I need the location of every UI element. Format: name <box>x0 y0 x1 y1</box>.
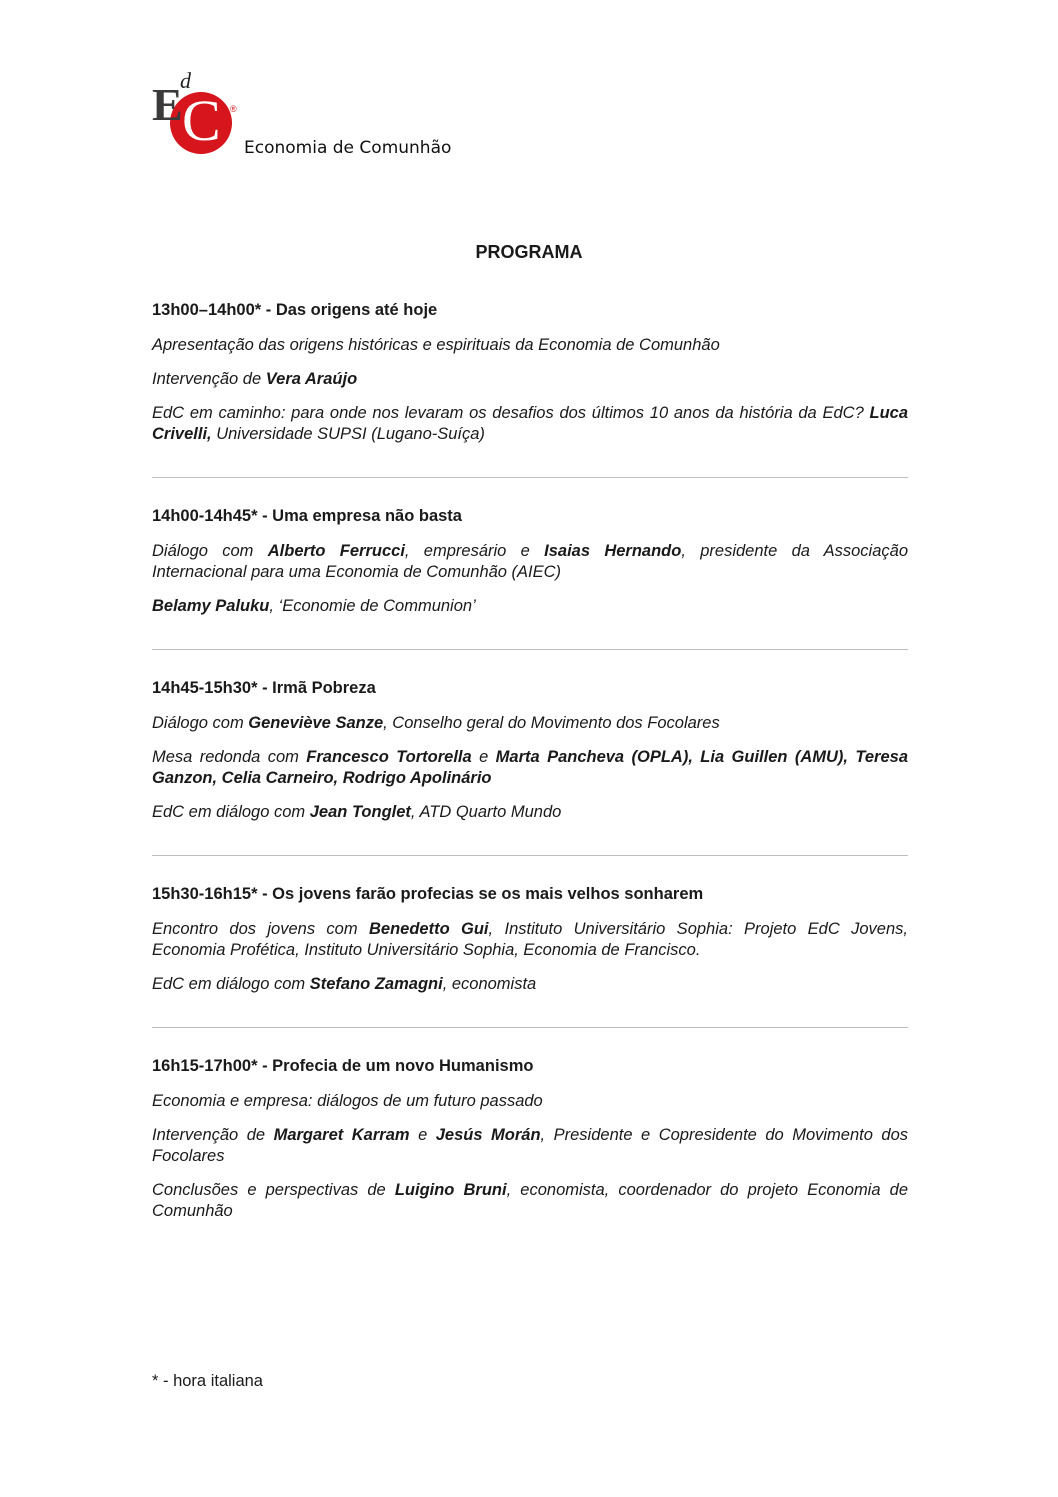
section-paragraph <box>152 713 908 734</box>
paragraph-text: Intervenção de <box>152 370 266 388</box>
section-heading: 14h45-15h30* - Irmã Pobreza <box>152 679 376 697</box>
program-section <box>152 678 908 823</box>
section-paragraph <box>152 369 908 390</box>
section-paragraph <box>152 974 908 995</box>
section-paragraph <box>152 1180 908 1222</box>
speaker-name: Stefano Zamagni <box>309 975 443 993</box>
section-paragraph <box>152 919 908 961</box>
logo-wordmark: Economia de Comunhão <box>244 138 452 158</box>
paragraph-text: , presidente da Associação Internacional para uma Economia de Comunhão (AIEC) <box>152 542 909 581</box>
section-paragraph <box>152 802 908 823</box>
paragraph-text: EdC em diálogo com <box>152 975 310 993</box>
paragraph-text: Conclusões e perspectivas de <box>152 1181 395 1199</box>
paragraph-text: , empresário e <box>404 542 545 560</box>
program-section <box>152 300 908 445</box>
program-section <box>152 884 908 995</box>
footnote: * - hora italiana <box>152 1372 263 1390</box>
program-section <box>152 1056 908 1222</box>
speaker-name: Benedetto Gui <box>368 920 489 938</box>
paragraph-text: Economia e empresa: diálogos de um futuro passado <box>152 1092 543 1110</box>
paragraph-text: Mesa redonda com <box>152 748 307 766</box>
speaker-name: Luigino Bruni <box>394 1181 507 1199</box>
paragraph-text: , Conselho geral do Movimento dos Focolares <box>383 714 720 732</box>
section-paragraph <box>152 1125 908 1167</box>
speaker-name: Vera Araújo <box>265 370 358 388</box>
speaker-name: Isaias Hernando <box>544 542 682 560</box>
paragraph-text: , ‘Economie de Communion’ <box>269 597 476 615</box>
section-paragraph <box>152 403 908 445</box>
paragraph-text: Universidade SUPSI (Lugano-Suíça) <box>211 425 485 443</box>
paragraph-text: , economista, coordenador do projeto Economia de Comunhão <box>152 1181 908 1220</box>
section-paragraph <box>152 335 908 356</box>
speaker-name: Geneviève Sanze <box>248 714 384 732</box>
paragraph-text: , Instituto Universitário Sophia: Projeto EdC Jovens, Economia Profética, Instituto Universitário Sophia, Economia de Francisco. <box>152 920 908 959</box>
paragraph-text: Diálogo com <box>152 714 249 732</box>
paragraph-text: e <box>471 748 496 766</box>
speaker-name: Jesús Morán <box>435 1126 541 1144</box>
section-divider <box>152 1027 908 1028</box>
logo-letter-e: E <box>152 79 183 130</box>
paragraph-text: , economista <box>442 975 537 993</box>
page-title: PROGRAMA <box>475 242 583 262</box>
speaker-name: Alberto Ferrucci <box>267 542 405 560</box>
section-heading: 16h15-17h00* - Profecia de um novo Humanismo <box>152 1057 534 1075</box>
paragraph-text: , Presidente e Copresidente do Movimento dos Focolares <box>152 1126 908 1165</box>
paragraph-text: Apresentação das origens históricas e espirituais da Economia de Comunhão <box>152 336 720 354</box>
logo-registered-mark: ® <box>230 104 237 114</box>
section-paragraph <box>152 596 908 617</box>
paragraph-text: Intervenção de <box>152 1126 274 1144</box>
logo-letter-d: d <box>180 68 191 93</box>
speaker-name: Luca Crivelli, <box>152 404 908 443</box>
program-content <box>152 300 908 1235</box>
logo-letter-c: C <box>182 88 221 153</box>
section-paragraph <box>152 541 908 583</box>
speaker-name: Jean Tonglet <box>309 803 411 821</box>
paragraph-text: EdC em caminho: para onde nos levaram os desafios dos últimos 10 anos da história da EdC? <box>152 404 870 422</box>
section-divider <box>152 855 908 856</box>
paragraph-text: Diálogo com <box>152 542 268 560</box>
section-heading: 14h00-14h45* - Uma empresa não basta <box>152 507 462 525</box>
speaker-name: Marta Pancheva (OPLA), Lia Guillen (AMU), Teresa Ganzon, Celia Carneiro, Rodrigo Apolinário <box>152 748 908 787</box>
section-paragraph <box>152 1091 908 1112</box>
program-section <box>152 506 908 617</box>
section-paragraph <box>152 747 908 789</box>
paragraph-text: e <box>409 1126 436 1144</box>
paragraph-text: EdC em diálogo com <box>152 803 310 821</box>
section-heading: 15h30-16h15* - Os jovens farão profecias se os mais velhos sonharem <box>152 885 704 903</box>
edc-logo <box>152 68 472 163</box>
paragraph-text: Encontro dos jovens com <box>152 920 369 938</box>
paragraph-text: , ATD Quarto Mundo <box>410 803 562 821</box>
speaker-name: Belamy Paluku <box>152 597 270 615</box>
speaker-name: Margaret Karram <box>273 1126 410 1144</box>
section-divider <box>152 649 908 650</box>
section-divider <box>152 477 908 478</box>
speaker-name: Francesco Tortorella <box>306 748 472 766</box>
section-heading: 13h00–14h00* - Das origens até hoje <box>152 301 438 319</box>
